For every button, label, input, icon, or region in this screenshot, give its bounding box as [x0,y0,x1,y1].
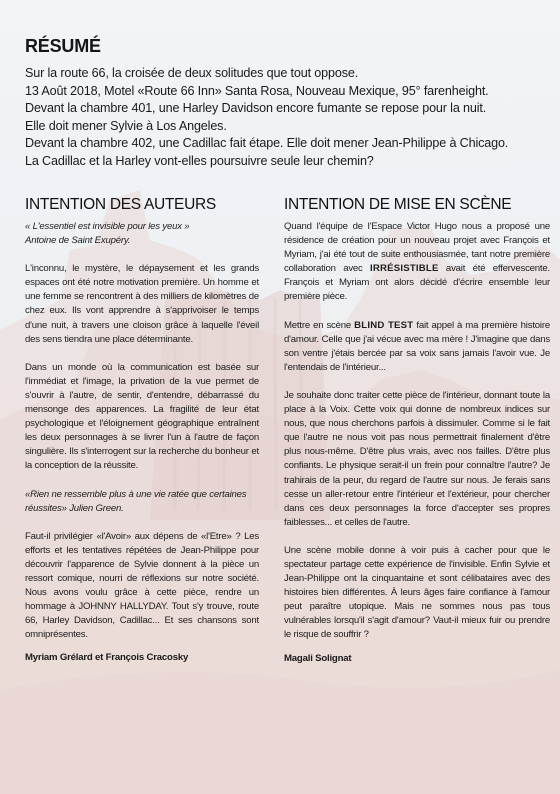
mise-en-scene-signature: Magali Solignat [284,652,352,664]
mise-en-scene-paragraph-3: Je souhaite donc traiter cette pièce de l'intérieur, donnant toute la place à la Voix. Cette voix qui donne de nombreux indices sur nous, que nous cherchons parfois à dissimuler. Comme si le fait que l'autre ne nous voit pas nous permettrait finalement d'être plus nous-même. D'être plus vrais, avec nos failles. D'être plus confiants. Le physique serait-il un frein pour connaître l'autre? Je trahirais de la peur, du regard de l'autre sur nous. Je ferais sans cesse un aller-retour entre l'intérieur et l'extérieur, pour chercher dans ces deux personnages la force d'accepter ses propres faiblesses... et celles de l'autre. [284,389,550,528]
resume-line: 13 Août 2018, Motel «Route 66 Inn» Santa Rosa, Nouveau Mexique, 95° farenheight. [25,83,489,98]
text-span: Quand l'équipe de l'Espace Victor Hugo nous a proposé une résidence de création pour un nouveau projet avec François et Myriam, j'ai été tout de suite enthousiasmée, tant notre première collaboration avec [284,221,550,275]
intention-auteurs-column [25,196,259,663]
resume-title: RÉSUMÉ [25,36,101,56]
auteurs-paragraph-1: L'inconnu, le mystère, le dépaysement et les grands espaces ont été notre motivation première. Un homme et une femme se rencontrent à des milliers de kilomètres de chez eux. Ils vont apprendre à s'apprivoiser le temps d'une nuit, à travers une cloison grâce à laquelle l'éveil des sens tiendra une place déterminante. [25,263,259,345]
mise-en-scene-paragraph-2 [284,319,550,375]
quote-julien-green: «Rien ne ressemble plus à une vie ratée que certaines réussites» Julien Green. [25,488,247,514]
auteurs-signature: Myriam Grélard et François Cracosky [25,652,189,664]
quote-saint-exupery [25,220,259,248]
quote-text: « L'essentiel est invisible pour les yeux » [25,221,190,232]
resume-line: Devant la chambre 402, une Cadillac fait étape. Elle doit mener Jean-Philippe à Chicago. [25,136,509,151]
text-span: Mettre en scène [284,319,355,331]
mise-en-scene-paragraph-4: Une scène mobile donne à voir puis à cacher pour que le spectateur partage cette expérience de l'invisible. Enfin Sylvie et Jean-Philippe ont la cinquantaine et sont célibataires avec des histoires bien différentes. À leurs âges faire confiance à l'amour peut paraître utopique. Mais ne sommes nous pas tous vulnérables lorsqu'il s'agit d'amour? Vaut-il mieux fuir ou prendre le risque de souffrir ? [284,544,550,641]
intention-auteurs-title: INTENTION DES AUTEURS [25,196,216,213]
text-span: avait été effervescente. François et Myriam ont alors décidé d'écrire ensemble leur première pièce. [284,263,550,303]
mise-en-scene-paragraph-1 [284,220,550,305]
text-span: fait appel à ma première histoire d'amour. Celle que j'ai vécue avec ma mère ! J'imagine que dans son ventre j'étais bercée par sa voix sans jamais l'avoir vue. Je l'entendais de l'intérieur... [284,319,550,373]
resume-section [25,36,545,171]
play-title-blind-test: BLIND TEST [354,319,414,331]
auteurs-paragraph-3: Faut-il privilégier «l'Avoir» aux dépens de «l'Etre» ? Les efforts et les tentatives répétées de Jean-Philippe pour découvrir l'apparence de Sylvie donnent à la pièce un ressort comique, nourri de réflexions sur notre société. Nous avons voulu grâce à cette pièce, rendre un hommage à JOHNNY HALLYDAY. Tout s'y trouve, route 66, Harley Davidson, Cadillac... Et ses chansons sont omniprésentes. [25,530,259,641]
play-title-irresistible: IRRÉSISTIBLE [370,263,439,275]
auteurs-paragraph-2: Dans un monde où la communication est basée sur l'immédiat et l'image, la privation de la vue permet de s'ouvrir à l'autre, de sentir, d'entendre, débarrassé du mensonge des apparences. La fragilité de leur état psychologique et l'éloignement géographique entraînent les deux personnages à se livrer l'un à l'autre de façon singulière. Ils s'interrogent sur la recherche du bonheur et la conception de la réussite. [25,361,259,472]
mise-en-scene-title: INTENTION DE MISE EN SCÈNE [284,196,512,213]
quote-author: Antoine de Saint Exupéry. [25,235,131,247]
resume-line: Elle doit mener Sylvie à Los Angeles. [25,118,227,133]
resume-line: Devant la chambre 401, une Harley Davidson encore fumante se repose pour la nuit. [25,101,487,116]
intention-mise-en-scene-column [284,196,550,664]
resume-line: Sur la route 66, la croisée de deux solitudes que tout oppose. [25,66,359,80]
resume-line: La Cadillac et la Harley vont-elles poursuivre seule leur chemin? [25,153,374,168]
